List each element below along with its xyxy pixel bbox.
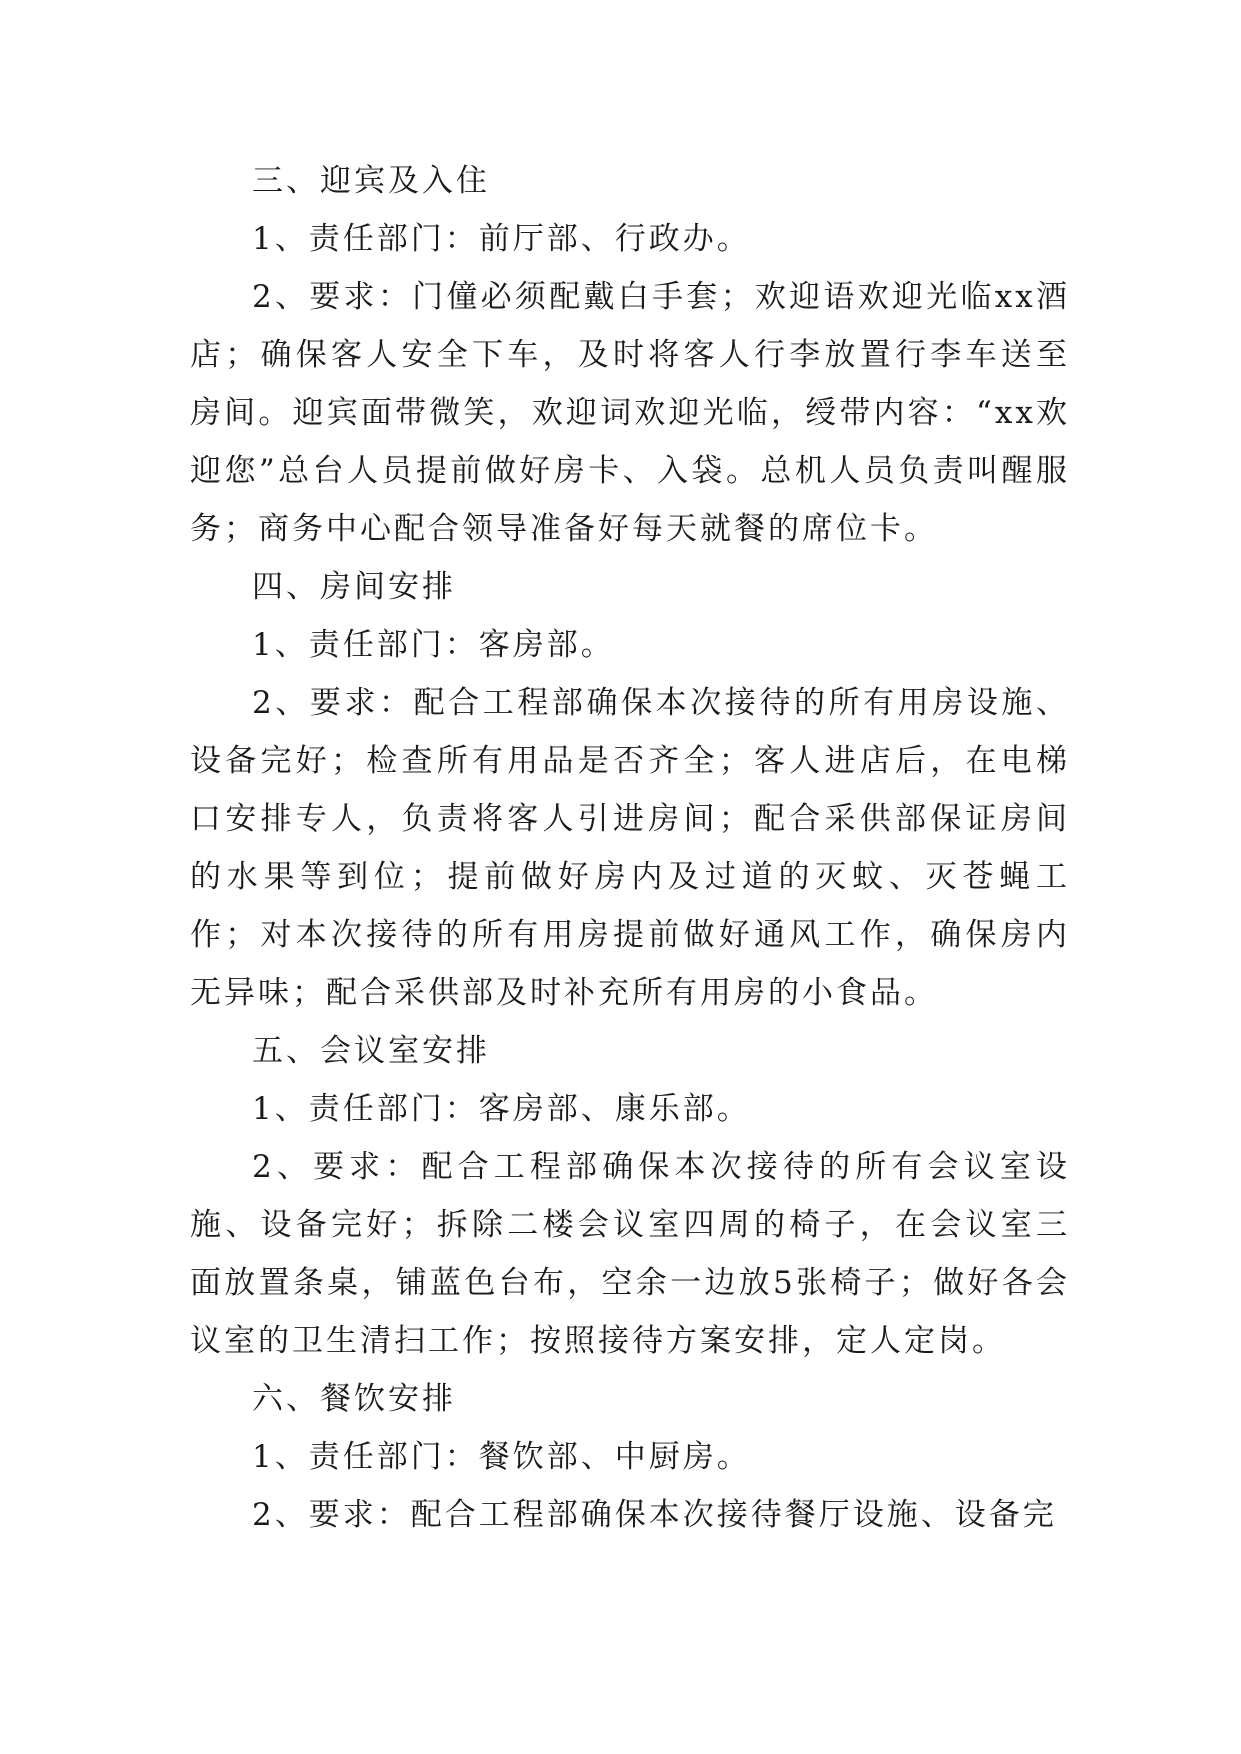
section-heading-dining: 六、餐饮安排 bbox=[252, 1381, 456, 1417]
meeting-rooms-requirements: 2、要求：配合工程部确保本次接待的所有会议室设施、设备完好；拆除二楼会议室四周的椅子，在会议室三面放置条桌，铺蓝色台布，空余一边放5张椅子；做好各会议室的卫生清扫工作；按照接待方案安排，定人定岗。 bbox=[190, 1149, 1070, 1359]
reception-department: 1、责任部门：前厅部、行政办。 bbox=[252, 221, 751, 257]
section-heading-rooms: 四、房间安排 bbox=[252, 569, 456, 605]
dining-department: 1、责任部门：餐饮部、中厨房。 bbox=[252, 1439, 751, 1475]
dining-requirements: 2、要求：配合工程部确保本次接待餐厅设施、设备完 bbox=[252, 1497, 1057, 1533]
section-heading-reception: 三、迎宾及入住 bbox=[252, 163, 490, 199]
document-body bbox=[190, 152, 1070, 1544]
rooms-department: 1、责任部门：客房部。 bbox=[252, 627, 615, 663]
reception-requirements: 2、要求：门僮必须配戴白手套；欢迎语欢迎光临xx酒店；确保客人安全下车，及时将客人行李放置行李车送至房间。迎宾面带微笑，欢迎词欢迎光临，绶带内容：“xx欢迎您”总台人员提前做好房卡、入袋。总机人员负责叫醒服务；商务中心配合领导准备好每天就餐的席位卡。 bbox=[190, 279, 1070, 547]
rooms-requirements: 2、要求：配合工程部确保本次接待的所有用房设施、设备完好；检查所有用品是否齐全；客人进店后，在电梯口安排专人，负责将客人引进房间；配合采供部保证房间的水果等到位；提前做好房内及过道的灭蚊、灭苍蝇工作；对本次接待的所有用房提前做好通风工作，确保房内无异味；配合采供部及时补充所有用房的小食品。 bbox=[190, 685, 1070, 1011]
meeting-rooms-department: 1、责任部门：客房部、康乐部。 bbox=[252, 1091, 751, 1127]
section-heading-meeting-rooms: 五、会议室安排 bbox=[252, 1033, 490, 1069]
